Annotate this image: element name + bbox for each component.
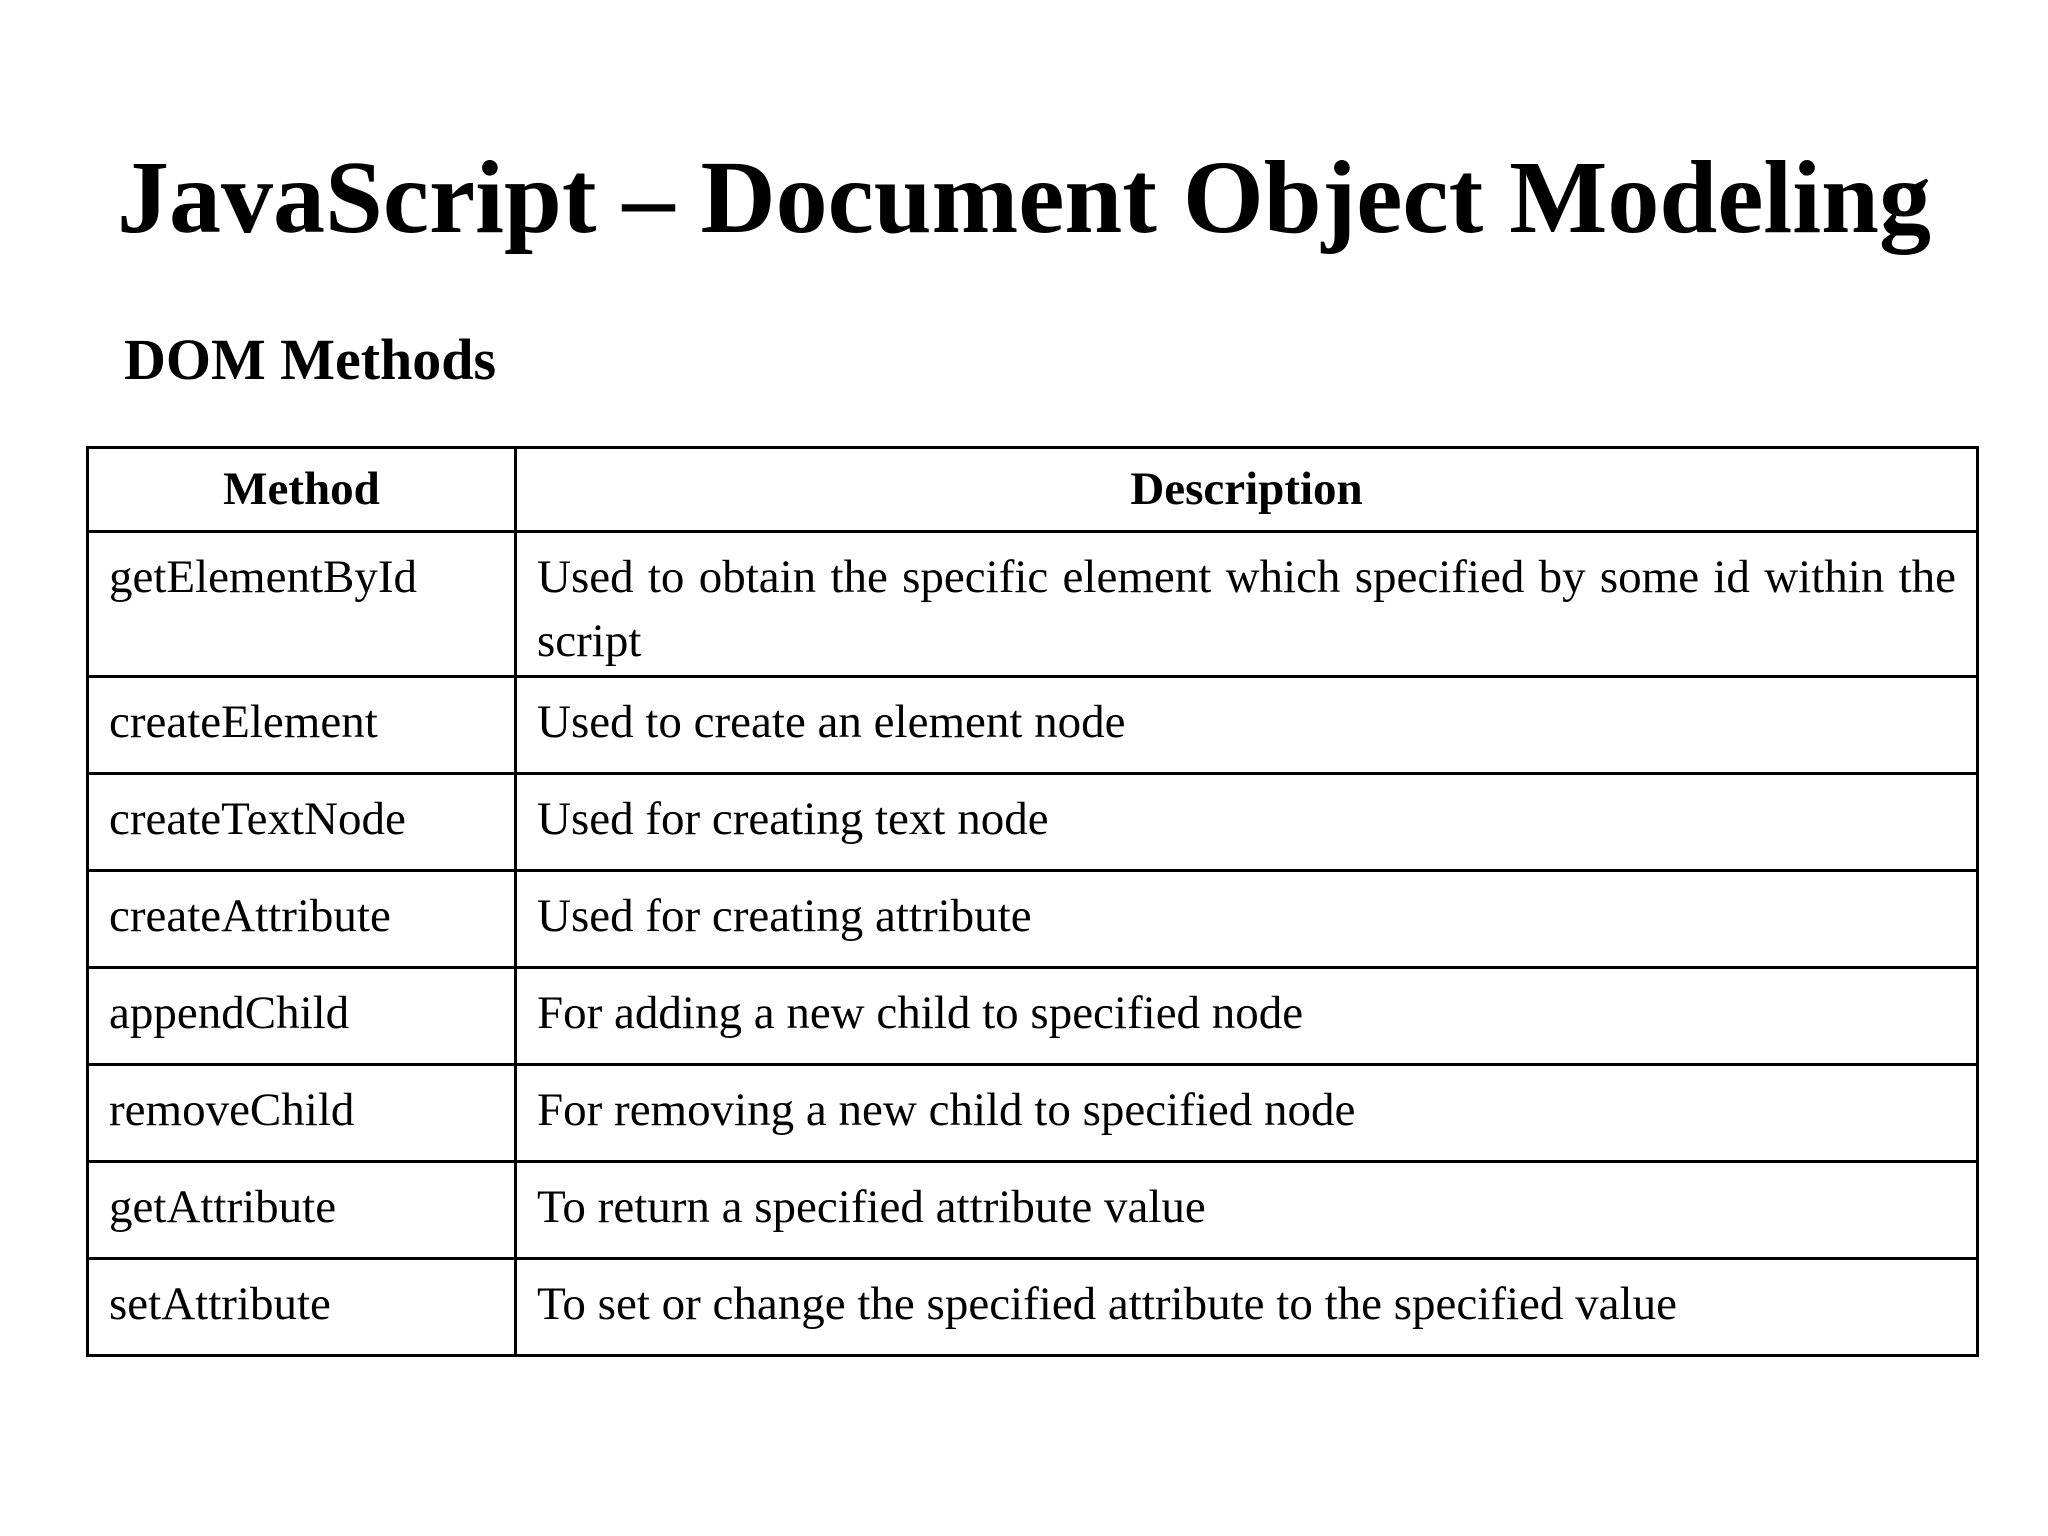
description-cell: Used to obtain the specific element which specified by some id within the script [516,532,1978,677]
table-row [88,677,1978,774]
description-cell: To set or change the specified attribute to the specified value [516,1259,1978,1356]
method-cell: createAttribute [88,871,516,968]
method-cell: setAttribute [88,1259,516,1356]
dom-methods-table [86,446,1979,1357]
method-cell: createElement [88,677,516,774]
description-cell: For adding a new child to specified node [516,968,1978,1065]
description-cell: For removing a new child to specified node [516,1065,1978,1162]
table-header-row [88,448,1978,532]
table-row [88,1162,1978,1259]
table-row [88,774,1978,871]
slide-title: JavaScript – Document Object Modeling [116,140,1931,255]
method-cell: getElementById [88,532,516,677]
method-cell: removeChild [88,1065,516,1162]
description-cell: Used for creating text node [516,774,1978,871]
table-row [88,968,1978,1065]
method-cell: getAttribute [88,1162,516,1259]
method-cell: appendChild [88,968,516,1065]
table-row [88,871,1978,968]
description-cell: Used to create an element node [516,677,1978,774]
column-header-description: Description [516,448,1978,532]
section-heading: DOM Methods [124,327,497,392]
table-row [88,1065,1978,1162]
method-cell: createTextNode [88,774,516,871]
table-row [88,1259,1978,1356]
description-cell: To return a specified attribute value [516,1162,1978,1259]
description-cell: Used for creating attribute [516,871,1978,968]
table-row [88,532,1978,677]
column-header-method: Method [88,448,516,532]
